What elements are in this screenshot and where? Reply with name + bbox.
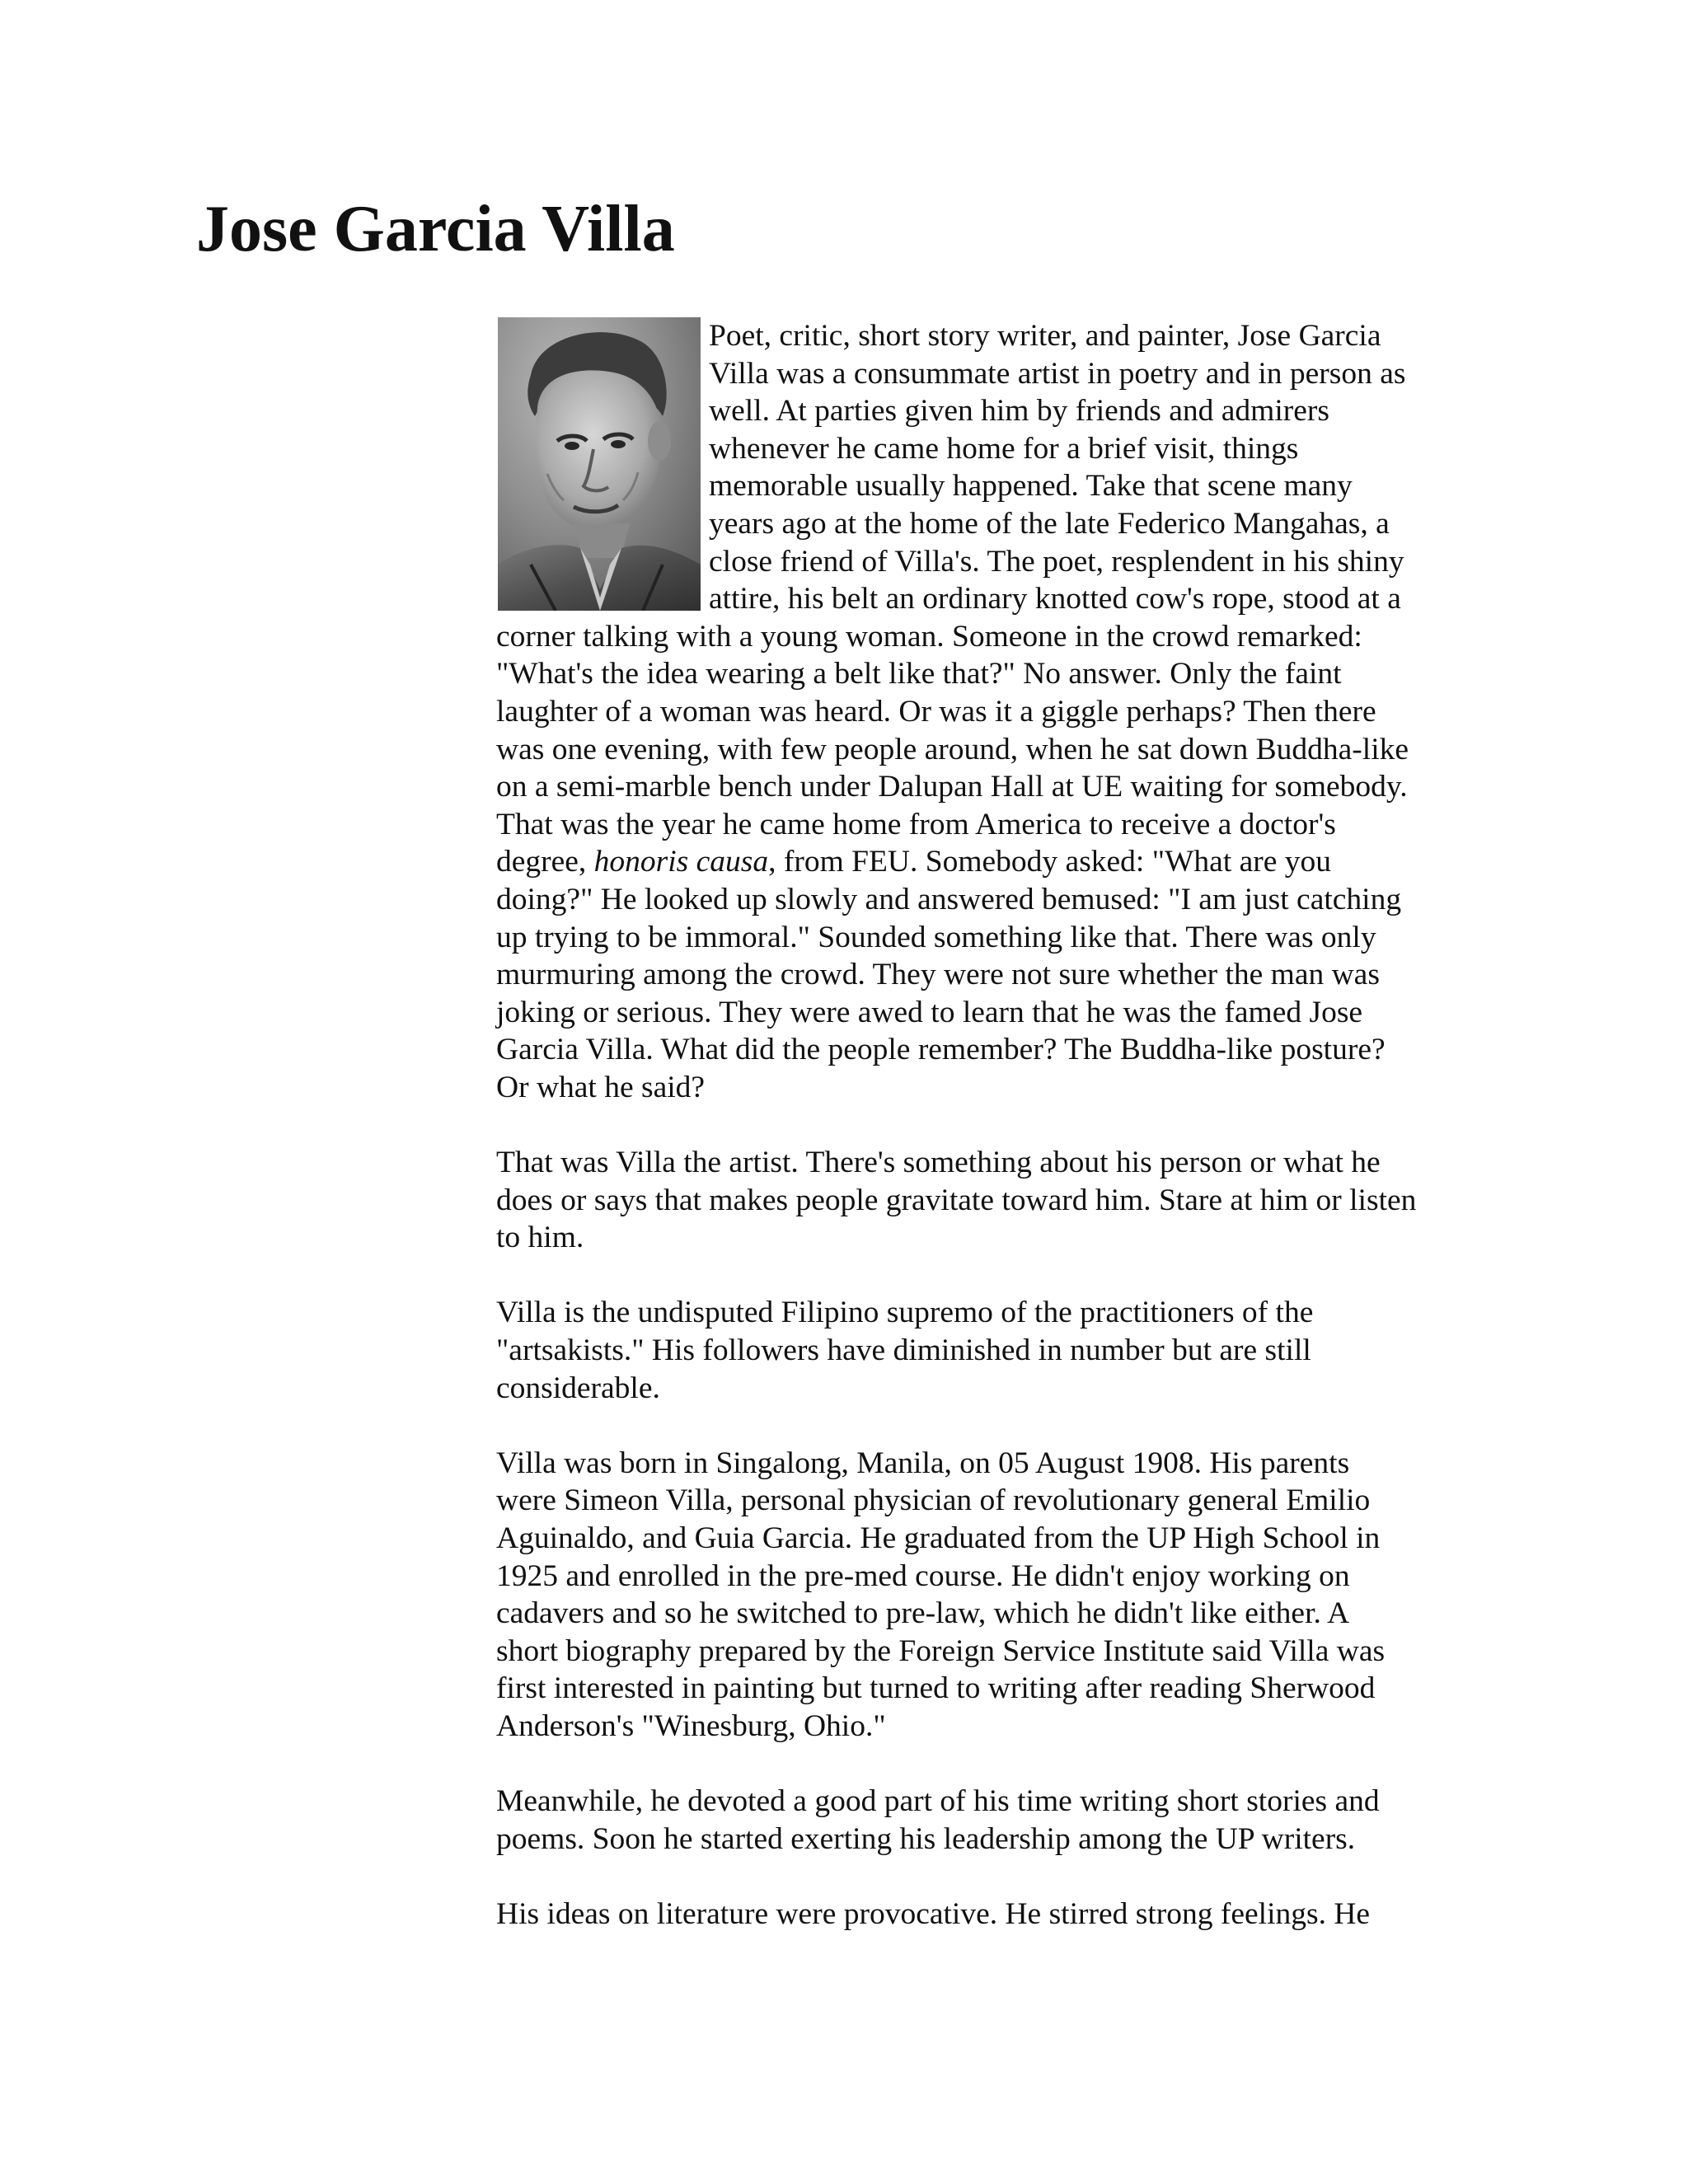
- paragraph-line: poems. Soon he started exerting his leadership among the UP writers.: [496, 1821, 1356, 1856]
- paragraph-line: His ideas on literature were provocative. He stirred strong feelings. He: [496, 1896, 1371, 1931]
- paragraph-line: Villa was born in Singalong, Manila, on 05 August 1908. His parents: [496, 1446, 1350, 1480]
- paragraph-line: corner talking with a young woman. Someone in the crowd remarked:: [496, 619, 1362, 654]
- paragraph-line: well. At parties given him by friends and admirers: [709, 394, 1329, 429]
- paragraph-line: first interested in painting but turned to writing after reading Sherwood: [496, 1671, 1376, 1706]
- paragraph-gap: [496, 1106, 1465, 1144]
- paragraph-gap: [496, 1746, 1465, 1783]
- paragraph-line: attire, his belt an ordinary knotted cow's rope, stood at a: [709, 582, 1401, 616]
- paragraph-line: cadavers and so he switched to pre-law, which he didn't like either. A: [496, 1596, 1350, 1631]
- article-body: [496, 317, 1465, 1933]
- paragraph-line: Villa was a consummate artist in poetry and in person as: [709, 356, 1406, 391]
- paragraph-line: Villa is the undisputed Filipino supremo of the practitioners of the: [496, 1296, 1314, 1330]
- paragraph-line: murmuring among the crowd. They were not sure whether the man was: [496, 958, 1380, 992]
- paragraph-line: Garcia Villa. What did the people remember? The Buddha-like posture?: [496, 1033, 1386, 1067]
- paragraph-line: years ago at the home of the late Federico Mangahas, a: [709, 506, 1390, 541]
- paragraph-line: "What's the idea wearing a belt like that?" No answer. Only the faint: [496, 657, 1342, 691]
- paragraph-line: whenever he came home for a brief visit, things: [709, 431, 1299, 466]
- paragraph-line: short biography prepared by the Foreign Service Institute said Villa was: [496, 1633, 1386, 1668]
- paragraph-line: memorable usually happened. Take that scene many: [709, 469, 1353, 504]
- paragraph-line: That was Villa the artist. There's something about his person or what he: [496, 1146, 1381, 1180]
- paragraph-line: on a semi-marble bench under Dalupan Hall at UE waiting for somebody.: [496, 770, 1408, 804]
- paragraph-line: were Simeon Villa, personal physician of revolutionary general Emilio: [496, 1483, 1371, 1518]
- paragraph-line: 1925 and enrolled in the pre-med course. He didn't enjoy working on: [496, 1558, 1350, 1593]
- paragraph-line: That was the year he came home from America to receive a doctor's: [496, 807, 1336, 841]
- paragraph-line: "artsakists." His followers have diminished in number but are still: [496, 1333, 1311, 1368]
- paragraph-line: Anderson's "Winesburg, Ohio.": [496, 1708, 886, 1743]
- paragraph-line: Or what he said?: [496, 1070, 706, 1104]
- degree-text-after: , from FEU. Somebody asked: "What are you: [768, 845, 1332, 879]
- paragraph-line: Aguinaldo, and Guia Garcia. He graduated from the UP High School in: [496, 1521, 1381, 1555]
- paragraph-gap: [496, 1257, 1465, 1295]
- paragraph-line: Poet, critic, short story writer, and painter, Jose Garcia: [709, 319, 1381, 353]
- degree-text-before: degree,: [496, 845, 594, 879]
- paragraph-line: close friend of Villa's. The poet, resplendent in his shiny: [709, 544, 1404, 579]
- paragraph-line: Meanwhile, he devoted a good part of his time writing short stories and: [496, 1784, 1380, 1819]
- paragraph-line: joking or serious. They were awed to learn that he was the famed Jose: [496, 995, 1363, 1029]
- paragraph-line: up trying to be immoral." Sounded something like that. There was only: [496, 920, 1376, 954]
- paragraph-line: does or says that makes people gravitate toward him. Stare at him or listen: [496, 1183, 1417, 1217]
- degree-line: [496, 843, 1465, 881]
- degree-text-italic: honoris causa: [593, 845, 769, 879]
- paragraph-line: laughter of a woman was heard. Or was it a giggle perhaps? Then there: [496, 694, 1376, 729]
- page-title: Jose Garcia Villa: [196, 193, 675, 265]
- paragraph-line: was one evening, with few people around, when he sat down Buddha-like: [496, 732, 1409, 766]
- paragraph-line: to him.: [496, 1221, 584, 1255]
- paragraph-line: considerable.: [496, 1371, 660, 1405]
- paragraph-gap: [496, 1407, 1465, 1445]
- paragraph-line: doing?" He looked up slowly and answered bemused: "I am just catching: [496, 882, 1402, 916]
- paragraph-gap: [496, 1858, 1465, 1896]
